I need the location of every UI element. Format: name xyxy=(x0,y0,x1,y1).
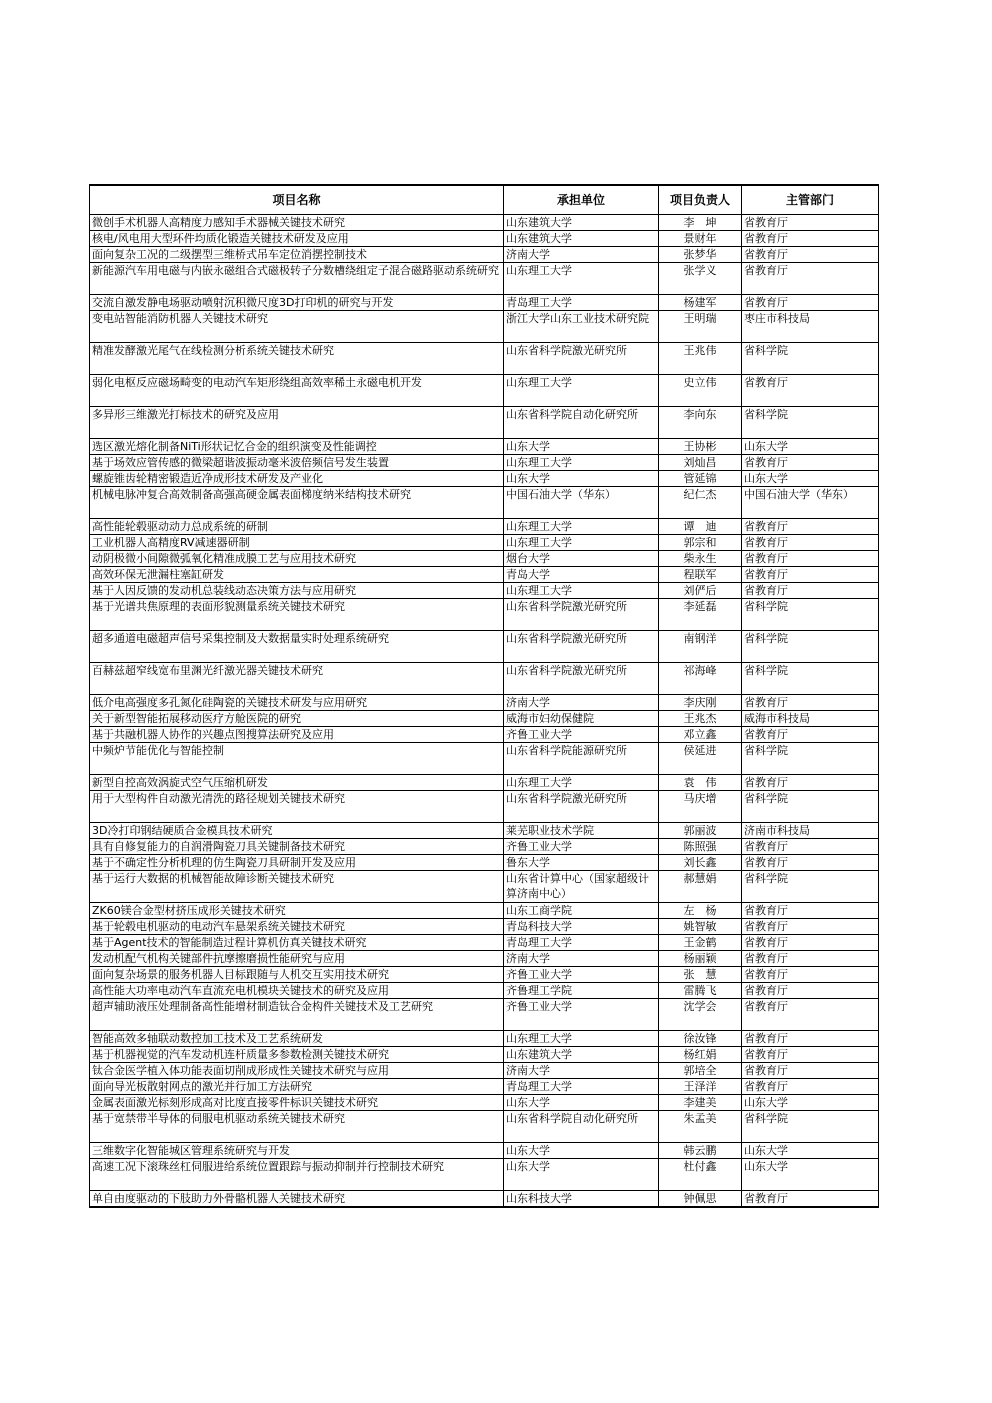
cell-leader: 王兆杰 xyxy=(659,711,742,727)
cell-department: 省教育厅 xyxy=(742,1047,879,1063)
cell-unit: 山东省计算中心（国家超级计算济南中心） xyxy=(504,871,659,903)
table-row xyxy=(90,631,879,663)
cell-project-name: 面向导光板散射网点的激光并行加工方法研究 xyxy=(90,1079,504,1095)
cell-leader: 杜付鑫 xyxy=(659,1159,742,1191)
cell-department: 山东大学 xyxy=(742,1159,879,1191)
cell-department: 山东大学 xyxy=(742,1095,879,1111)
cell-department: 省教育厅 xyxy=(742,295,879,311)
cell-department: 省教育厅 xyxy=(742,215,879,231)
table-row xyxy=(90,919,879,935)
table-row xyxy=(90,583,879,599)
cell-leader: 郝慧娟 xyxy=(659,871,742,903)
cell-unit: 山东省科学院自动化研究所 xyxy=(504,1111,659,1143)
cell-project-name: 微创手术机器人高精度力感知手术器械关键技术研究 xyxy=(90,215,504,231)
cell-leader: 陈照强 xyxy=(659,839,742,855)
table-row xyxy=(90,551,879,567)
cell-department: 省科学院 xyxy=(742,599,879,631)
cell-leader: 刘灿昌 xyxy=(659,455,742,471)
table-header xyxy=(90,185,879,215)
table-row xyxy=(90,775,879,791)
table-row xyxy=(90,711,879,727)
cell-unit: 威海市妇幼保健院 xyxy=(504,711,659,727)
cell-department: 省教育厅 xyxy=(742,455,879,471)
header-unit: 承担单位 xyxy=(504,185,659,215)
cell-leader: 沈学会 xyxy=(659,999,742,1031)
table-row xyxy=(90,695,879,711)
cell-project-name: 新型自控高效涡旋式空气压缩机研发 xyxy=(90,775,504,791)
cell-department: 省教育厅 xyxy=(742,775,879,791)
table-row xyxy=(90,1095,879,1111)
cell-leader: 朱孟美 xyxy=(659,1111,742,1143)
cell-leader: 雷腾飞 xyxy=(659,983,742,999)
table-row xyxy=(90,1079,879,1095)
cell-unit: 青岛大学 xyxy=(504,567,659,583)
cell-unit: 山东大学 xyxy=(504,1095,659,1111)
cell-unit: 齐鲁工业大学 xyxy=(504,967,659,983)
cell-leader: 王兆伟 xyxy=(659,343,742,375)
cell-unit: 山东理工大学 xyxy=(504,263,659,295)
cell-unit: 山东省科学院激光研究所 xyxy=(504,343,659,375)
cell-project-name: 基于人因反馈的发动机总装线动态决策方法与应用研究 xyxy=(90,583,504,599)
cell-project-name: 三维数字化智能城区管理系统研究与开发 xyxy=(90,1143,504,1159)
cell-leader: 李庆刚 xyxy=(659,695,742,711)
cell-department: 省教育厅 xyxy=(742,519,879,535)
cell-project-name: 金属表面激光标刻形成高对比度直接零件标识关键技术研究 xyxy=(90,1095,504,1111)
cell-unit: 山东建筑大学 xyxy=(504,231,659,247)
cell-department: 中国石油大学（华东） xyxy=(742,487,879,519)
cell-leader: 谭 迪 xyxy=(659,519,742,535)
table-row xyxy=(90,295,879,311)
table-row xyxy=(90,263,879,295)
cell-project-name: 变电站智能消防机器人关键技术研究 xyxy=(90,311,504,343)
cell-leader: 郭培全 xyxy=(659,1063,742,1079)
cell-unit: 山东大学 xyxy=(504,471,659,487)
table-row xyxy=(90,247,879,263)
cell-leader: 李建美 xyxy=(659,1095,742,1111)
cell-leader: 韩云鹏 xyxy=(659,1143,742,1159)
cell-unit: 山东省科学院能源研究所 xyxy=(504,743,659,775)
cell-unit: 山东大学 xyxy=(504,1159,659,1191)
table-row xyxy=(90,519,879,535)
cell-unit: 济南大学 xyxy=(504,695,659,711)
cell-unit: 鲁东大学 xyxy=(504,855,659,871)
table-row xyxy=(90,1063,879,1079)
cell-project-name: 面向复杂工况的二级摆型三维桥式吊车定位消摆控制技术 xyxy=(90,247,504,263)
cell-project-name: 基于宽禁带半导体的伺服电机驱动系统关键技术研究 xyxy=(90,1111,504,1143)
header-department: 主管部门 xyxy=(742,185,879,215)
cell-leader: 纪仁杰 xyxy=(659,487,742,519)
cell-department: 省教育厅 xyxy=(742,967,879,983)
table-row xyxy=(90,967,879,983)
cell-unit: 齐鲁理工学院 xyxy=(504,983,659,999)
table-row xyxy=(90,983,879,999)
cell-department: 省教育厅 xyxy=(742,855,879,871)
cell-project-name: 螺旋锥齿轮精密锻造近净成形技术研发及产业化 xyxy=(90,471,504,487)
cell-leader: 郭丽波 xyxy=(659,823,742,839)
cell-project-name: 基于机器视觉的汽车发动机连杆质量多参数检测关键技术研究 xyxy=(90,1047,504,1063)
cell-leader: 柴永生 xyxy=(659,551,742,567)
cell-unit: 山东理工大学 xyxy=(504,455,659,471)
table-row xyxy=(90,855,879,871)
cell-leader: 刘俨后 xyxy=(659,583,742,599)
table-row xyxy=(90,599,879,631)
table-row xyxy=(90,743,879,775)
table-row xyxy=(90,1143,879,1159)
cell-department: 济南市科技局 xyxy=(742,823,879,839)
cell-leader: 钟佩思 xyxy=(659,1191,742,1208)
cell-department: 省教育厅 xyxy=(742,695,879,711)
cell-unit: 济南大学 xyxy=(504,951,659,967)
cell-project-name: 基于轮毂电机驱动的电动汽车悬架系统关键技术研究 xyxy=(90,919,504,935)
cell-department: 省教育厅 xyxy=(742,551,879,567)
cell-department: 省科学院 xyxy=(742,663,879,695)
cell-leader: 张 慧 xyxy=(659,967,742,983)
cell-leader: 南钢洋 xyxy=(659,631,742,663)
cell-department: 省教育厅 xyxy=(742,999,879,1031)
cell-project-name: 高性能大功率电动汽车直流充电机模块关键技术的研究及应用 xyxy=(90,983,504,999)
cell-project-name: 智能高效多轴联动数控加工技术及工艺系统研发 xyxy=(90,1031,504,1047)
table-row xyxy=(90,903,879,919)
table-row xyxy=(90,1159,879,1191)
cell-project-name: 百赫兹超窄线宽布里渊光纤激光器关键技术研究 xyxy=(90,663,504,695)
header-leader: 项目负责人 xyxy=(659,185,742,215)
cell-project-name: 核电/风电用大型环件均质化锻造关键技术研发及应用 xyxy=(90,231,504,247)
cell-department: 省教育厅 xyxy=(742,263,879,295)
cell-project-name: ZK60镁合金型材挤压成形关键技术研究 xyxy=(90,903,504,919)
cell-unit: 青岛科技大学 xyxy=(504,919,659,935)
cell-unit: 山东理工大学 xyxy=(504,583,659,599)
cell-project-name: 中频炉节能优化与智能控制 xyxy=(90,743,504,775)
cell-department: 省教育厅 xyxy=(742,903,879,919)
cell-department: 省教育厅 xyxy=(742,247,879,263)
cell-leader: 祁海峰 xyxy=(659,663,742,695)
table-row xyxy=(90,439,879,455)
cell-unit: 山东省科学院自动化研究所 xyxy=(504,407,659,439)
header-project-name: 项目名称 xyxy=(90,185,504,215)
cell-project-name: 精准发酵激光尾气在线检测分析系统关键技术研究 xyxy=(90,343,504,375)
cell-project-name: 基于共融机器人协作的兴趣点图搜算法研究及应用 xyxy=(90,727,504,743)
cell-unit: 山东工商学院 xyxy=(504,903,659,919)
cell-unit: 齐鲁工业大学 xyxy=(504,999,659,1031)
cell-unit: 青岛理工大学 xyxy=(504,295,659,311)
cell-leader: 张梦华 xyxy=(659,247,742,263)
cell-department: 威海市科技局 xyxy=(742,711,879,727)
table-row xyxy=(90,871,879,903)
cell-leader: 李向东 xyxy=(659,407,742,439)
cell-department: 省教育厅 xyxy=(742,951,879,967)
table-row xyxy=(90,375,879,407)
cell-project-name: 基于Agent技术的智能制造过程计算机仿真关键技术研究 xyxy=(90,935,504,951)
cell-department: 枣庄市科技局 xyxy=(742,311,879,343)
cell-unit: 山东建筑大学 xyxy=(504,215,659,231)
table-row xyxy=(90,999,879,1031)
cell-leader: 侯延进 xyxy=(659,743,742,775)
cell-project-name: 弱化电枢反应磁场畸变的电动汽车矩形绕组高效率稀土永磁电机开发 xyxy=(90,375,504,407)
project-table xyxy=(89,184,879,1208)
cell-project-name: 钛合金医学植入体功能表面切削成形成性关键技术研究与应用 xyxy=(90,1063,504,1079)
cell-department: 省科学院 xyxy=(742,1111,879,1143)
cell-unit: 山东科技大学 xyxy=(504,1191,659,1208)
cell-leader: 邓立鑫 xyxy=(659,727,742,743)
cell-department: 山东大学 xyxy=(742,1143,879,1159)
cell-project-name: 超声辅助液压处理制备高性能增材制造钛合金构件关键技术及工艺研究 xyxy=(90,999,504,1031)
cell-department: 省教育厅 xyxy=(742,839,879,855)
cell-leader: 景财年 xyxy=(659,231,742,247)
table-row xyxy=(90,951,879,967)
cell-leader: 郭宗和 xyxy=(659,535,742,551)
cell-leader: 左 杨 xyxy=(659,903,742,919)
cell-unit: 烟台大学 xyxy=(504,551,659,567)
cell-project-name: 机械电脉冲复合高效制备高强高硬金属表面梯度纳米结构技术研究 xyxy=(90,487,504,519)
cell-project-name: 基于运行大数据的机械智能故障诊断关键技术研究 xyxy=(90,871,504,903)
cell-project-name: 多异形三维激光打标技术的研究及应用 xyxy=(90,407,504,439)
table-row xyxy=(90,1031,879,1047)
cell-project-name: 动阴极微小间隙微弧氧化精准成膜工艺与应用技术研究 xyxy=(90,551,504,567)
cell-leader: 杨红娟 xyxy=(659,1047,742,1063)
cell-unit: 山东理工大学 xyxy=(504,1031,659,1047)
cell-leader: 王金鹤 xyxy=(659,935,742,951)
cell-department: 省科学院 xyxy=(742,743,879,775)
table-row xyxy=(90,535,879,551)
cell-unit: 齐鲁工业大学 xyxy=(504,727,659,743)
cell-project-name: 基于光谱共焦原理的表面形貌测量系统关键技术研究 xyxy=(90,599,504,631)
cell-department: 省教育厅 xyxy=(742,919,879,935)
cell-project-name: 关于新型智能拓展移动医疗方舱医院的研究 xyxy=(90,711,504,727)
cell-unit: 山东省科学院激光研究所 xyxy=(504,599,659,631)
table-row xyxy=(90,823,879,839)
cell-department: 省教育厅 xyxy=(742,1031,879,1047)
cell-unit: 济南大学 xyxy=(504,247,659,263)
cell-unit: 齐鲁工业大学 xyxy=(504,839,659,855)
table-body xyxy=(90,215,879,1208)
cell-department: 省教育厅 xyxy=(742,983,879,999)
cell-project-name: 新能源汽车用电磁与内嵌永磁组合式磁极转子分数槽绕组定子混合磁路驱动系统研究 xyxy=(90,263,504,295)
cell-leader: 王协彬 xyxy=(659,439,742,455)
cell-unit: 山东理工大学 xyxy=(504,519,659,535)
cell-leader: 王泽洋 xyxy=(659,1079,742,1095)
cell-unit: 青岛理工大学 xyxy=(504,1079,659,1095)
cell-leader: 姚智敏 xyxy=(659,919,742,935)
table-row xyxy=(90,487,879,519)
cell-department: 省科学院 xyxy=(742,871,879,903)
cell-department: 山东大学 xyxy=(742,471,879,487)
cell-unit: 山东建筑大学 xyxy=(504,1047,659,1063)
cell-department: 省教育厅 xyxy=(742,727,879,743)
table-row xyxy=(90,1191,879,1208)
cell-leader: 杨建军 xyxy=(659,295,742,311)
cell-department: 省教育厅 xyxy=(742,1191,879,1208)
cell-unit: 山东省科学院激光研究所 xyxy=(504,631,659,663)
cell-project-name: 基于场效应管传感的微梁超谐波振动毫米波倍频信号发生装置 xyxy=(90,455,504,471)
cell-department: 省教育厅 xyxy=(742,583,879,599)
cell-leader: 杨丽颖 xyxy=(659,951,742,967)
cell-leader: 徐汝锋 xyxy=(659,1031,742,1047)
table-row xyxy=(90,215,879,231)
cell-department: 省教育厅 xyxy=(742,231,879,247)
cell-project-name: 低介电高强度多孔氮化硅陶瓷的关键技术研发与应用研究 xyxy=(90,695,504,711)
cell-department: 省教育厅 xyxy=(742,935,879,951)
cell-department: 省教育厅 xyxy=(742,1063,879,1079)
header-row xyxy=(90,185,879,215)
table-row xyxy=(90,727,879,743)
cell-leader: 李 坤 xyxy=(659,215,742,231)
table-row xyxy=(90,1047,879,1063)
cell-project-name: 单自由度驱动的下肢助力外骨骼机器人关键技术研究 xyxy=(90,1191,504,1208)
cell-project-name: 高性能轮毂驱动动力总成系统的研制 xyxy=(90,519,504,535)
cell-unit: 济南大学 xyxy=(504,1063,659,1079)
cell-project-name: 面向复杂场景的服务机器人目标跟随与人机交互实用技术研究 xyxy=(90,967,504,983)
cell-unit: 山东理工大学 xyxy=(504,375,659,407)
cell-leader: 张学义 xyxy=(659,263,742,295)
table-row xyxy=(90,343,879,375)
cell-leader: 李延磊 xyxy=(659,599,742,631)
cell-project-name: 工业机器人高精度RV减速器研制 xyxy=(90,535,504,551)
cell-leader: 管延锦 xyxy=(659,471,742,487)
cell-unit: 山东理工大学 xyxy=(504,535,659,551)
cell-department: 省科学院 xyxy=(742,407,879,439)
cell-project-name: 交流自激发静电场驱动喷射沉积微尺度3D打印机的研究与开发 xyxy=(90,295,504,311)
cell-leader: 马庆增 xyxy=(659,791,742,823)
cell-department: 省教育厅 xyxy=(742,1079,879,1095)
cell-department: 省教育厅 xyxy=(742,567,879,583)
table-row xyxy=(90,455,879,471)
cell-unit: 莱芜职业技术学院 xyxy=(504,823,659,839)
cell-department: 省教育厅 xyxy=(742,535,879,551)
table-row xyxy=(90,311,879,343)
table-row xyxy=(90,935,879,951)
cell-unit: 山东大学 xyxy=(504,1143,659,1159)
table-row xyxy=(90,791,879,823)
cell-leader: 程联军 xyxy=(659,567,742,583)
cell-department: 省科学院 xyxy=(742,631,879,663)
table-row xyxy=(90,839,879,855)
cell-leader: 史立伟 xyxy=(659,375,742,407)
cell-department: 山东大学 xyxy=(742,439,879,455)
table-row xyxy=(90,567,879,583)
cell-unit: 山东大学 xyxy=(504,439,659,455)
cell-department: 省科学院 xyxy=(742,791,879,823)
cell-project-name: 具有自修复能力的自润滑陶瓷刀具关键制备技术研究 xyxy=(90,839,504,855)
cell-leader: 王明瑞 xyxy=(659,311,742,343)
cell-unit: 青岛理工大学 xyxy=(504,935,659,951)
cell-project-name: 基于不确定性分析机理的仿生陶瓷刀具研制开发及应用 xyxy=(90,855,504,871)
cell-project-name: 高速工况下滚珠丝杠伺服进给系统位置跟踪与振动抑制并行控制技术研究 xyxy=(90,1159,504,1191)
table-row xyxy=(90,663,879,695)
cell-project-name: 用于大型构件自动激光清洗的路径规划关键技术研究 xyxy=(90,791,504,823)
table-row xyxy=(90,407,879,439)
table-row xyxy=(90,471,879,487)
cell-unit: 山东省科学院激光研究所 xyxy=(504,663,659,695)
table-row xyxy=(90,1111,879,1143)
cell-leader: 袁 伟 xyxy=(659,775,742,791)
cell-department: 省科学院 xyxy=(742,343,879,375)
cell-project-name: 高效环保无泄漏柱塞缸研发 xyxy=(90,567,504,583)
cell-department: 省教育厅 xyxy=(742,375,879,407)
cell-unit: 浙江大学山东工业技术研究院 xyxy=(504,311,659,343)
cell-project-name: 超多通道电磁超声信号采集控制及大数据量实时处理系统研究 xyxy=(90,631,504,663)
cell-project-name: 选区激光熔化制备NiTi形状记忆合金的组织演变及性能调控 xyxy=(90,439,504,455)
cell-project-name: 3D冷打印钢结硬质合金模具技术研究 xyxy=(90,823,504,839)
cell-leader: 刘长鑫 xyxy=(659,855,742,871)
cell-project-name: 发动机配气机构关键部件抗摩擦磨损性能研究与应用 xyxy=(90,951,504,967)
table-row xyxy=(90,231,879,247)
cell-unit: 中国石油大学（华东） xyxy=(504,487,659,519)
cell-unit: 山东省科学院激光研究所 xyxy=(504,791,659,823)
cell-unit: 山东理工大学 xyxy=(504,775,659,791)
